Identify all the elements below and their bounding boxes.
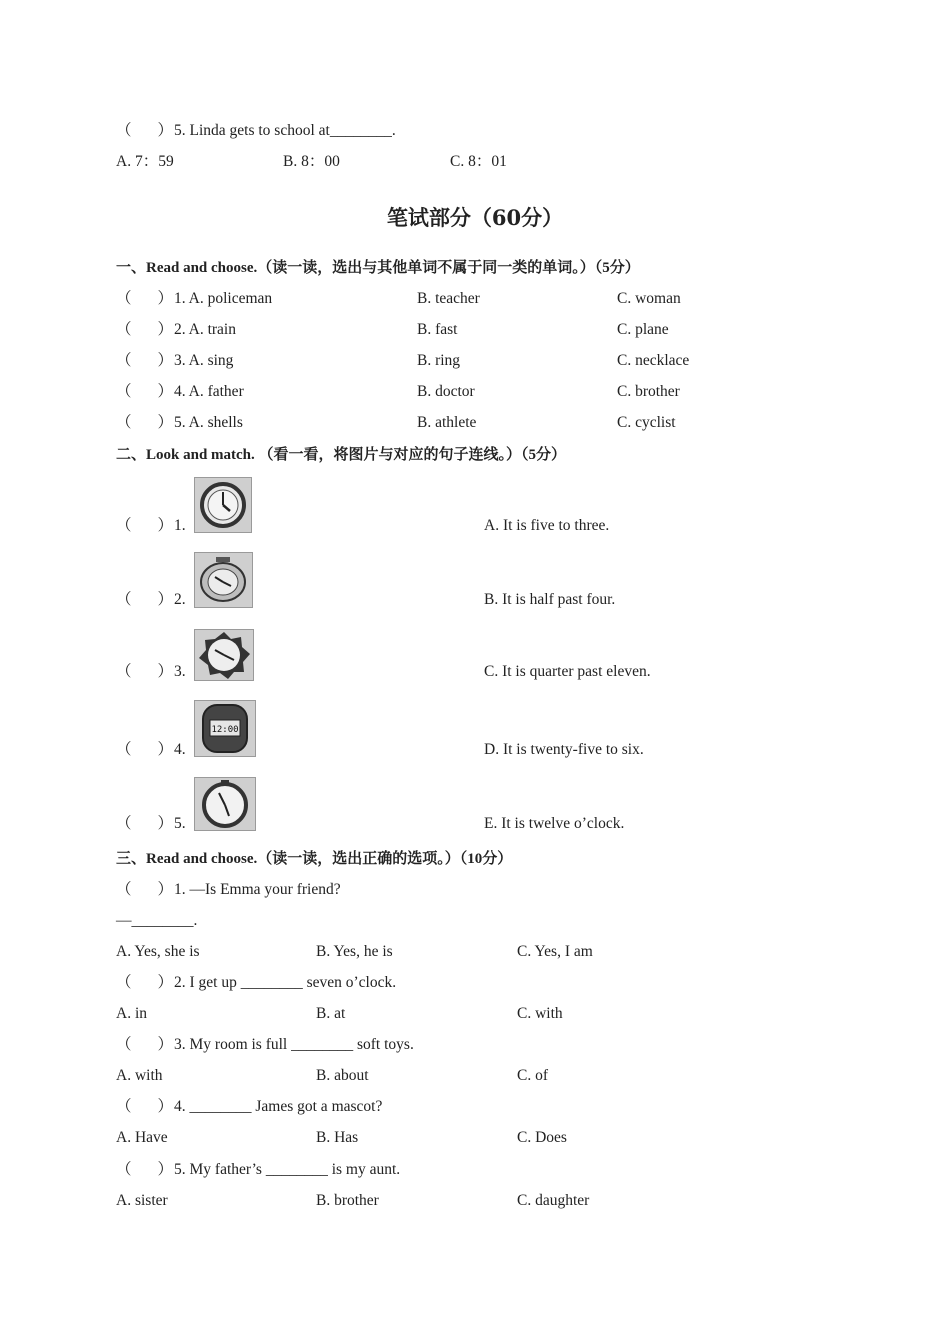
match-sentence: B. It is half past four. [484, 591, 616, 608]
question-line: （ ）5. Linda gets to school at________. [116, 122, 396, 139]
question-line: （ ）4. A. father [116, 383, 244, 400]
answer-blank: —________. [116, 912, 198, 929]
option-c: C. cyclist [617, 414, 676, 431]
option-c: C. daughter [517, 1192, 590, 1209]
option-c: C. brother [617, 383, 680, 400]
option-c: C. Yes, I am [517, 943, 593, 960]
section-heading: 二、Look and match. （看一看，将图片与对应的句子连线。）（5分） [116, 447, 567, 463]
option-c: C. 8：01 [450, 153, 507, 170]
question-line: （ ）5. A. shells [116, 414, 243, 431]
option-b: B. teacher [417, 290, 480, 307]
match-sentence: D. It is twenty-five to six. [484, 741, 644, 758]
match-item: （ ）5. [116, 815, 186, 832]
option-c: C. plane [617, 321, 669, 338]
question-line: （ ）2. A. train [116, 321, 236, 338]
match-sentence: A. It is five to three. [484, 517, 610, 534]
digital-time: 12:00 [211, 725, 239, 735]
option-b: B. athlete [417, 414, 477, 431]
option-b: B. at [316, 1005, 346, 1022]
page-title: 笔试部分（60分） [386, 205, 564, 230]
option-a: A. 7：59 [116, 153, 174, 170]
question-line: （ ）4. ________ James got a mascot? [116, 1098, 383, 1115]
option-a: A. in [116, 1005, 147, 1022]
option-c: C. with [517, 1005, 563, 1022]
option-a: A. Yes, she is [116, 943, 200, 960]
option-a: A. with [116, 1067, 163, 1084]
option-b: B. 8：00 [283, 153, 340, 170]
option-c: C. of [517, 1067, 548, 1084]
option-c: C. necklace [617, 352, 690, 369]
match-item: （ ）4. [116, 741, 186, 758]
question-line: （ ）1. —Is Emma your friend? [116, 881, 341, 898]
section-heading: 一、Read and choose.（读一读，选出与其他单词不属于同一类的单词。）（5分） [116, 260, 640, 276]
option-b: B. ring [417, 352, 461, 369]
match-item: （ ）1. [116, 517, 186, 534]
question-line: （ ）1. A. policeman [116, 290, 273, 307]
option-b: B. Has [316, 1129, 359, 1146]
digital-watch-icon [194, 700, 256, 757]
option-c: C. woman [617, 290, 681, 307]
option-b: B. Yes, he is [316, 943, 393, 960]
section-heading: 三、Read and choose.（读一读，选出正确的选项。）（10分） [116, 851, 513, 867]
option-a: A. Have [116, 1129, 168, 1146]
match-item: （ ）2. [116, 591, 186, 608]
option-b: B. brother [316, 1192, 379, 1209]
alarm-clock-icon [194, 552, 253, 608]
option-b: B. doctor [417, 383, 475, 400]
question-line: （ ）3. My room is full ________ soft toys. [116, 1036, 414, 1053]
round-clock-icon [194, 477, 252, 533]
match-sentence: E. It is twelve o’clock. [484, 815, 625, 832]
match-item: （ ）3. [116, 663, 186, 680]
question-line: （ ）2. I get up ________ seven o’clock. [116, 974, 397, 991]
star-clock-icon [194, 629, 254, 681]
option-c: C. Does [517, 1129, 567, 1146]
question-line: （ ）3. A. sing [116, 352, 234, 369]
option-b: B. about [316, 1067, 369, 1084]
wall-clock-icon [194, 777, 256, 831]
option-a: A. sister [116, 1192, 168, 1209]
match-sentence: C. It is quarter past eleven. [484, 663, 651, 680]
question-line: （ ）5. My father’s ________ is my aunt. [116, 1161, 401, 1178]
option-b: B. fast [417, 321, 458, 338]
